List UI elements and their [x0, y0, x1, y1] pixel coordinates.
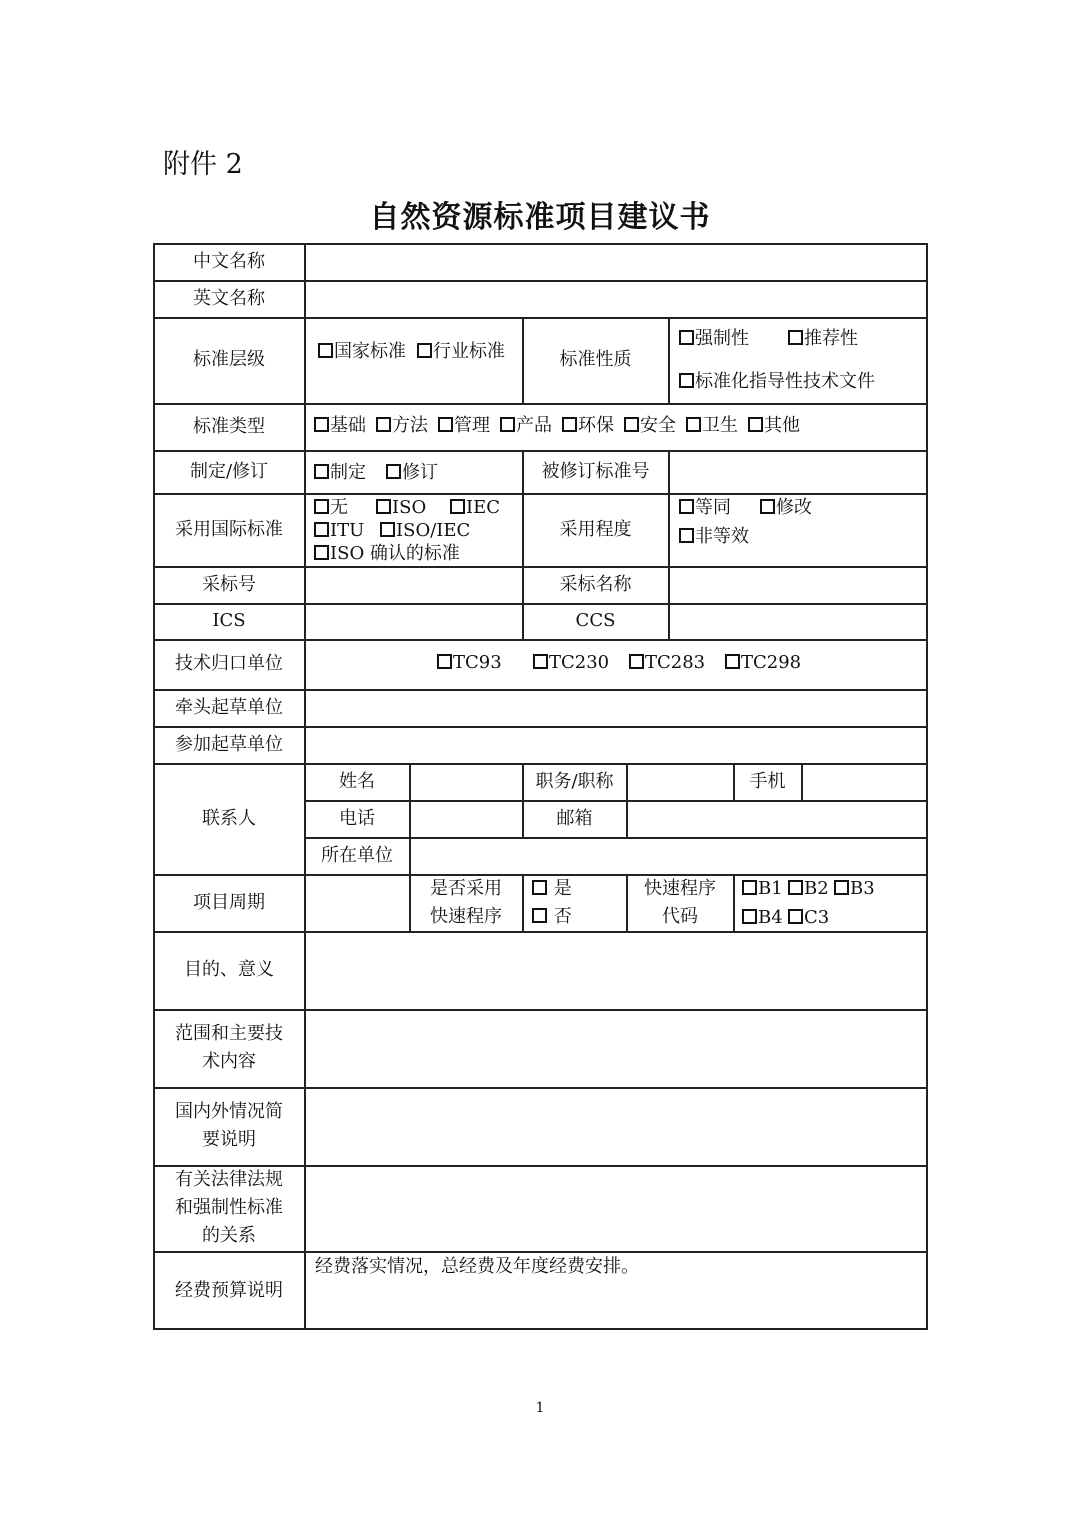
checkbox-icon [742, 880, 757, 895]
checkbox-nature-guidance[interactable]: 标准化指导性技术文件 [679, 370, 875, 394]
checkbox-icon [629, 654, 644, 669]
label-budget: 经费预算说明 [175, 1279, 283, 1301]
checkbox-icon [450, 499, 465, 514]
checkbox-icon [788, 330, 803, 345]
label-ccs: CCS [575, 610, 616, 631]
checkbox-icon [314, 464, 329, 479]
checkbox-code-c3[interactable]: C3 [788, 906, 829, 930]
label-cycle: 项目周期 [193, 891, 265, 913]
checkbox-icon [318, 343, 333, 358]
checkbox-icon [532, 880, 547, 895]
checkbox-level-industry[interactable]: 行业标准 [417, 340, 505, 364]
checkbox-icon [532, 908, 547, 923]
label-position: 职务/职称 [535, 770, 614, 792]
checkbox-nature-recommended[interactable]: 推荐性 [788, 327, 858, 351]
col-divider [522, 874, 524, 931]
checkbox-code-b4[interactable]: B4 [742, 906, 783, 930]
label-adopt-name: 采标名称 [559, 573, 632, 595]
label-en-name: 英文名称 [193, 287, 265, 309]
label-email: 邮箱 [556, 807, 593, 829]
label-mobile: 手机 [749, 770, 786, 792]
checkbox-icon [314, 545, 329, 560]
label-revised-std-no: 被修订标准号 [541, 460, 650, 482]
label-ics: ICS [212, 610, 246, 631]
checkbox-icon [788, 880, 803, 895]
checkbox-degree-nonequivalent[interactable]: 非等效 [679, 525, 749, 549]
label-contact: 联系人 [202, 807, 256, 829]
label-std-level: 标准层级 [193, 349, 265, 370]
checkbox-level-national[interactable]: 国家标准 [318, 340, 406, 364]
checkbox-intl-iso-confirmed[interactable]: ISO 确认的标准 [314, 542, 460, 566]
checkbox-revise[interactable]: 修订 [386, 461, 438, 485]
checkbox-icon [686, 417, 701, 432]
label-std-nature: 标准性质 [559, 349, 632, 370]
col-divider [626, 763, 628, 837]
label-lead-drafter: 牵头起草单位 [175, 696, 283, 718]
checkbox-icon [834, 880, 849, 895]
label-make-revise: 制定/修订 [189, 460, 269, 482]
checkbox-icon [679, 373, 694, 388]
checkbox-intl-itu[interactable]: ITU [314, 519, 364, 543]
col-divider [668, 450, 670, 639]
checkbox-degree-modified[interactable]: 修改 [760, 496, 812, 520]
budget-hint: 经费落实情况，总经费及年度经费安排。 [315, 1256, 639, 1277]
label-std-type: 标准类型 [193, 415, 265, 437]
checkbox-icon [748, 417, 763, 432]
checkbox-type-product[interactable]: 产品 [500, 414, 552, 438]
col-divider [801, 763, 803, 800]
label-fast-track: 是否采用 快速程序 [430, 877, 502, 927]
checkbox-type-method[interactable]: 方法 [376, 414, 428, 438]
checkbox-icon [314, 417, 329, 432]
checkbox-icon [380, 522, 395, 537]
label-org: 所在单位 [321, 844, 393, 866]
label-join-drafter: 参加起草单位 [175, 733, 283, 755]
label-tech-unit: 技术归口单位 [175, 653, 283, 674]
checkbox-type-hygiene[interactable]: 卫生 [686, 414, 738, 438]
label-name: 姓名 [339, 770, 375, 792]
checkbox-tc93[interactable]: TC93 [437, 651, 502, 675]
checkbox-icon [376, 499, 391, 514]
label-scope: 范围和主要技 术内容 [175, 1023, 283, 1072]
checkbox-fast-yes[interactable]: 是 [532, 877, 572, 901]
checkbox-icon [725, 654, 740, 669]
checkbox-icon [679, 330, 694, 345]
form-title: 自然资源标准项目建议书 [369, 200, 711, 235]
label-phone: 电话 [339, 807, 375, 829]
label-adopt-intl: 采用国际标准 [175, 518, 283, 540]
attachment-label: 附件 2 [163, 149, 243, 180]
checkbox-icon [760, 499, 775, 514]
label-purpose: 目的、意义 [184, 959, 274, 980]
checkbox-icon [679, 528, 694, 543]
checkbox-type-environment[interactable]: 环保 [562, 414, 614, 438]
checkbox-icon [437, 654, 452, 669]
checkbox-type-other[interactable]: 其他 [748, 414, 800, 438]
checkbox-code-b1[interactable]: B1 [742, 877, 783, 901]
checkbox-make[interactable]: 制定 [314, 461, 366, 485]
checkbox-icon [314, 522, 329, 537]
checkbox-type-management[interactable]: 管理 [438, 414, 490, 438]
checkbox-intl-none[interactable]: 无 [314, 496, 348, 520]
checkbox-icon [438, 417, 453, 432]
checkbox-tc283[interactable]: TC283 [629, 651, 705, 675]
checkbox-icon [562, 417, 577, 432]
checkbox-icon [314, 499, 329, 514]
checkbox-icon [533, 654, 548, 669]
checkbox-type-basic[interactable]: 基础 [314, 414, 366, 438]
checkbox-icon [742, 909, 757, 924]
checkbox-icon [386, 464, 401, 479]
page-number: 1 [535, 1400, 545, 1416]
checkbox-intl-iso-iec[interactable]: ISO/IEC [380, 519, 470, 543]
col-divider [668, 317, 670, 403]
label-adopt-no: 采标号 [202, 573, 256, 595]
checkbox-icon [788, 909, 803, 924]
checkbox-icon [417, 343, 432, 358]
checkbox-icon [500, 417, 515, 432]
checkbox-icon [679, 499, 694, 514]
checkbox-icon [376, 417, 391, 432]
checkbox-intl-iso[interactable]: ISO [376, 496, 426, 520]
checkbox-code-b2[interactable]: B2 [788, 877, 829, 901]
checkbox-fast-no[interactable]: 否 [532, 905, 572, 929]
checkbox-tc298[interactable]: TC298 [725, 651, 801, 675]
label-situation: 国内外情况简 要说明 [175, 1101, 283, 1150]
checkbox-type-safety[interactable]: 安全 [624, 414, 676, 438]
checkbox-nature-mandatory[interactable]: 强制性 [679, 327, 749, 351]
checkbox-degree-identical[interactable]: 等同 [679, 496, 731, 520]
label-adopt-degree: 采用程度 [559, 518, 632, 540]
checkbox-tc230[interactable]: TC230 [533, 651, 609, 675]
checkbox-code-b3[interactable]: B3 [834, 877, 875, 901]
label-fast-code: 快速程序 代码 [644, 877, 716, 927]
label-cn-name: 中文名称 [193, 250, 265, 272]
col-divider [733, 874, 735, 931]
checkbox-intl-iec[interactable]: IEC [450, 496, 500, 520]
label-law: 有关法律法规 和强制性标准 的关系 [175, 1169, 283, 1246]
checkbox-icon [624, 417, 639, 432]
